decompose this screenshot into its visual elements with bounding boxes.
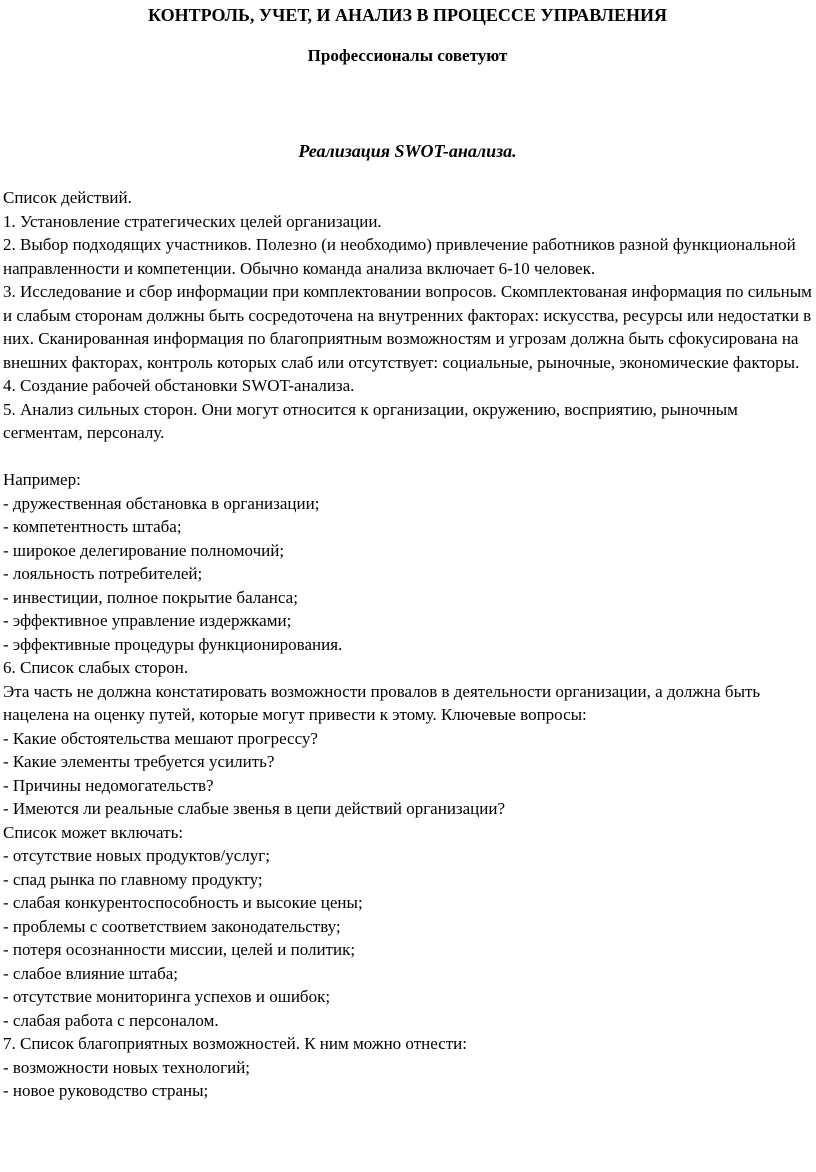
paragraph: 4. Создание рабочей обстановки SWOT-анализа. (3, 376, 355, 395)
paragraph: - широкое делегирование полномочий; (3, 540, 285, 560)
paragraph: - эффективные процедуры функционирования. (3, 634, 343, 654)
paragraph: Список действий. (3, 188, 132, 207)
document-body (3, 186, 812, 1103)
paragraph: - потеря осознанности миссии, целей и политик; (3, 940, 356, 959)
paragraph: - новое руководство страны; (3, 1081, 209, 1100)
paragraph: - возможности новых технологий; (3, 1057, 251, 1077)
paragraph: - слабое влияние штаба; (3, 963, 179, 983)
paragraph: - проблемы с соответствием законодательству; (3, 916, 341, 936)
paragraph: - отсутствие новых продуктов/услуг; (3, 846, 270, 865)
section-heading: Реализация SWOT-анализа. (298, 141, 517, 161)
paragraph: 5. Анализ сильных сторон. Они могут относится к организации, окружению, восприятию, рыночным сегментам, персоналу. (3, 399, 738, 442)
document-subtitle: Профессионалы советуют (307, 46, 508, 65)
paragraph: 2. Выбор подходящих участников. Полезно (и необходимо) привлечение работников разной функциональной направленности и компетенции. Обычно команда анализа включает 6-10 человек. (3, 235, 796, 278)
blank-line (3, 445, 812, 469)
paragraph: 3. Исследование и сбор информации при комплектовании вопросов. Скомплектованая информация по сильным и слабым сторонам должны быть сосредоточена на внутренних факторах: искусства, ресурсы или недостатки в них. Сканированная информация по благоприятным возможностям и угрозам должна быть сфокусирована на внешних факторах, контроль которых слаб или отсутствует: социальные, рыночные, экономические факторы. (3, 282, 812, 372)
paragraph: - Какие обстоятельства мешают прогрессу? (3, 728, 318, 748)
paragraph: 6. Список слабых сторон. (3, 658, 189, 677)
paragraph: 7. Список благоприятных возможностей. К ним можно отнести: (3, 1034, 467, 1053)
paragraph: - инвестиции, полное покрытие баланса; (3, 587, 298, 607)
paragraph: - дружественная обстановка в организации; (3, 493, 320, 513)
paragraph: - слабая конкурентоспособность и высокие цены; (3, 893, 363, 912)
paragraph: - компетентность штаба; (3, 517, 182, 536)
paragraph: - отсутствие мониторинга успехов и ошибок; (3, 987, 331, 1006)
paragraph: - эффективное управление издержками; (3, 611, 292, 630)
paragraph: - лояльность потребителей; (3, 564, 203, 583)
paragraph: Например: (3, 470, 81, 489)
paragraph: - спад рынка по главному продукту; (3, 869, 263, 889)
document-title: КОНТРОЛЬ, УЧЕТ, И АНАЛИЗ В ПРОЦЕССЕ УПРАВЛЕНИЯ (147, 5, 667, 25)
paragraph: 1. Установление стратегических целей организации. (3, 211, 382, 231)
paragraph: - слабая работа с персоналом. (3, 1010, 219, 1030)
paragraph: - Причины недомогательств? (3, 775, 214, 795)
paragraph: - Имеются ли реальные слабые звенья в цепи действий организации? (3, 799, 506, 818)
paragraph: Список может включать: (3, 822, 184, 842)
paragraph: Эта часть не должна констатировать возможности провалов в деятельности организации, а должна быть нацелена на оценку путей, которые могут привести к этому. Ключевые вопросы: (3, 681, 761, 724)
paragraph: - Какие элементы требуется усилить? (3, 752, 275, 771)
